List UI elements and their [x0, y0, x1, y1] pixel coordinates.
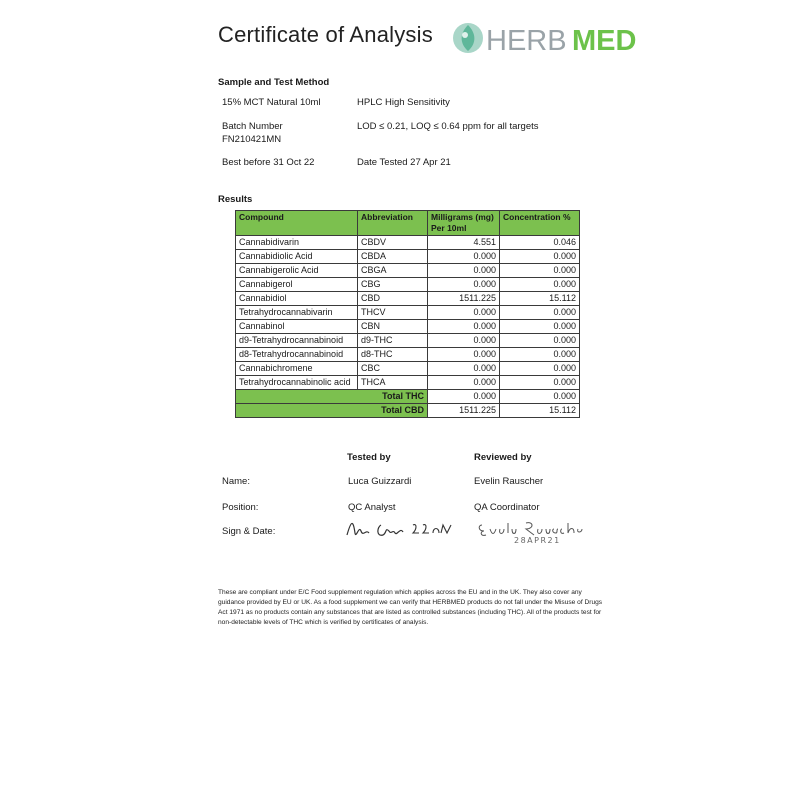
concentration-cell: 0.046	[500, 236, 580, 250]
abbreviation-cell: CBG	[358, 278, 428, 292]
name-label: Name:	[222, 476, 250, 487]
concentration-cell: 0.000	[500, 376, 580, 390]
milligrams-cell: 0.000	[428, 278, 500, 292]
table-row	[236, 376, 580, 390]
abbreviation-cell: d8-THC	[358, 348, 428, 362]
svg-text:MED: MED	[572, 25, 637, 57]
table-row	[236, 362, 580, 376]
column-header-compound: Compound	[236, 211, 358, 236]
results-table	[235, 210, 580, 418]
concentration-cell: 0.000	[500, 250, 580, 264]
total-concentration: 0.000	[500, 390, 580, 404]
tester-position: QC Analyst	[348, 502, 396, 513]
total-row	[236, 404, 580, 418]
column-header-concentration: Concentration %	[500, 211, 580, 236]
abbreviation-cell: CBD	[358, 292, 428, 306]
table-row	[236, 236, 580, 250]
compound-cell: Cannabichromene	[236, 362, 358, 376]
table-row	[236, 320, 580, 334]
concentration-cell: 15.112	[500, 292, 580, 306]
concentration-cell: 0.000	[500, 362, 580, 376]
total-label: Total CBD	[236, 404, 428, 418]
compound-cell: Cannabidiol	[236, 292, 358, 306]
position-label: Position:	[222, 502, 259, 513]
milligrams-cell: 0.000	[428, 348, 500, 362]
milligrams-cell: 0.000	[428, 362, 500, 376]
concentration-cell: 0.000	[500, 306, 580, 320]
total-label: Total THC	[236, 390, 428, 404]
table-row	[236, 292, 580, 306]
product-name: 15% MCT Natural 10ml	[222, 97, 321, 108]
concentration-cell: 0.000	[500, 264, 580, 278]
abbreviation-cell: d9-THC	[358, 334, 428, 348]
abbreviation-cell: CBGA	[358, 264, 428, 278]
tester-signature	[343, 515, 458, 548]
compound-cell: Cannabidivarin	[236, 236, 358, 250]
compound-cell: Cannabigerol	[236, 278, 358, 292]
reviewed-by-heading: Reviewed by	[474, 452, 532, 463]
test-method: HPLC High Sensitivity	[357, 97, 450, 108]
concentration-cell: 0.000	[500, 278, 580, 292]
svg-text:HERB: HERB	[486, 25, 567, 57]
reviewer-position: QA Coordinator	[474, 502, 540, 513]
svg-text:28APR21: 28APR21	[514, 536, 561, 545]
sign-date-label: Sign & Date:	[222, 526, 276, 537]
milligrams-cell: 0.000	[428, 376, 500, 390]
abbreviation-cell: CBDV	[358, 236, 428, 250]
compound-cell: Tetrahydrocannabivarin	[236, 306, 358, 320]
column-header-milligrams: Milligrams (mg) Per 10ml	[428, 211, 500, 236]
results-header-row	[236, 211, 580, 236]
abbreviation-cell: CBN	[358, 320, 428, 334]
compound-cell: Cannabidiolic Acid	[236, 250, 358, 264]
best-before-date: Best before 31 Oct 22	[222, 157, 315, 168]
milligrams-cell: 0.000	[428, 320, 500, 334]
reviewer-signature	[478, 515, 588, 550]
table-row	[236, 348, 580, 362]
table-row	[236, 334, 580, 348]
compound-cell: Tetrahydrocannabinolic acid	[236, 376, 358, 390]
date-tested: Date Tested 27 Apr 21	[357, 157, 451, 168]
total-milligrams: 1511.225	[428, 404, 500, 418]
tester-name: Luca Guizzardi	[348, 476, 412, 487]
milligrams-cell: 0.000	[428, 250, 500, 264]
column-header-abbreviation: Abbreviation	[358, 211, 428, 236]
total-row	[236, 390, 580, 404]
table-row	[236, 278, 580, 292]
document-title: Certificate of Analysis	[218, 22, 433, 47]
table-row	[236, 306, 580, 320]
milligrams-cell: 0.000	[428, 306, 500, 320]
herbmed-logo	[450, 19, 645, 57]
milligrams-cell: 1511.225	[428, 292, 500, 306]
milligrams-cell: 4.551	[428, 236, 500, 250]
compound-cell: Cannabinol	[236, 320, 358, 334]
compound-cell: Cannabigerolic Acid	[236, 264, 358, 278]
milligrams-cell: 0.000	[428, 334, 500, 348]
table-row	[236, 250, 580, 264]
concentration-cell: 0.000	[500, 348, 580, 362]
abbreviation-cell: CBC	[358, 362, 428, 376]
reviewer-name: Evelin Rauscher	[474, 476, 544, 487]
batch-label: Batch Number	[222, 121, 283, 132]
total-concentration: 15.112	[500, 404, 580, 418]
abbreviation-cell: THCA	[358, 376, 428, 390]
results-heading: Results	[218, 194, 253, 205]
table-row	[236, 264, 580, 278]
concentration-cell: 0.000	[500, 334, 580, 348]
sample-section-heading: Sample and Test Method	[218, 77, 330, 88]
compound-cell: d9-Tetrahydrocannabinoid	[236, 334, 358, 348]
milligrams-cell: 0.000	[428, 264, 500, 278]
concentration-cell: 0.000	[500, 320, 580, 334]
abbreviation-cell: THCV	[358, 306, 428, 320]
batch-value: FN210421MN	[222, 134, 282, 145]
total-milligrams: 0.000	[428, 390, 500, 404]
compound-cell: d8-Tetrahydrocannabinoid	[236, 348, 358, 362]
abbreviation-cell: CBDA	[358, 250, 428, 264]
detection-limits: LOD ≤ 0.21, LOQ ≤ 0.64 ppm for all targets	[357, 121, 539, 132]
compliance-disclaimer: These are compliant under E/C Food supplement regulation which applies across the EU and in the UK. They also cover any guidance provided by EU or UK. As a food supplement we can verify that HERBMED products do not fall under the Misuse of Drugs Act 1971 as no products contain any substances that are listed as controlled substances (including THC). All of the products test for non-detectable levels of THC which is verified by certificates of analysis.	[218, 589, 603, 626]
tested-by-heading: Tested by	[347, 452, 391, 463]
